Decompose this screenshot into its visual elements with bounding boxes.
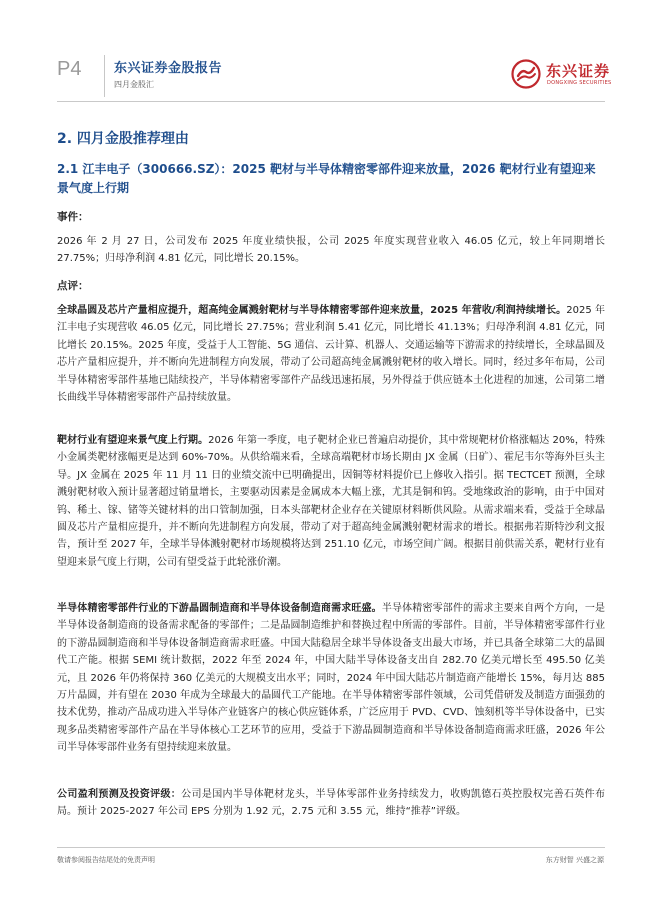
footer-rule [57, 847, 605, 848]
logo-text-cn: 东兴证券 [546, 62, 611, 80]
paragraph-2 [57, 432, 605, 571]
event-text: 2026 年 2 月 27 日，公司发布 2025 年度业绩快报，公司 2025 年度实现营业收入 46.05 亿元，较上年同期增长 27.75%；归母净利润 4.81 亿元，同比增长 20.15%。 [57, 236, 605, 265]
report-title: 东兴证券金股报告 [114, 61, 223, 76]
subsection-title: 2.1 江丰电子（300666.SZ）：2025 靶材与半导体精密零部件迎来放量，2026 靶材行业有望迎来景气度上行期 [57, 162, 596, 195]
paragraph-1-body: 2025 年江丰电子实现营收 46.05 亿元，同比增长 27.75%；营业利润 5.41 亿元，同比增长 41.13%；归母净利润 4.81 亿元，同比增长 20.15%。2025 年度，受益于人工智能、5G 通信、云计算、机器人、交通运输等下游需求的持续增长，全球晶圆及芯片产量相应提升，并不断向先进制程方向发展，带动了公司超高纯金属溅射靶材的收入增长。同时，经过多年布局，公司半导体精密零部件基地已陆续投产，半导体精密零部件产品线迅速拓展，另外得益于供应链本土化进程的加速，公司第二增长曲线半导体精密零部件产品持续放量。 [57, 305, 605, 404]
paragraph-1-lead: 全球晶圆及芯片产量相应提升，超高纯金属溅射靶材与半导体精密零部件迎来放量，2025 年营收/利润持续增长。 [57, 305, 567, 316]
paragraph-4 [57, 786, 605, 821]
event-label: 事件： [57, 211, 89, 223]
paragraph-4-body: 公司是国内半导体靶材龙头，半导体零部件业务持续发力，收购凯德石英控股权完善石英件布局。预计 2025-2027 年公司 EPS 分别为 1.92 元，2.75 元和 3.55 元，维持“推荐”评级。 [57, 789, 606, 818]
paragraph-1 [57, 302, 605, 406]
logo-text-en: DONGXING SECURITIES [547, 80, 612, 86]
logo-emblem-icon [511, 59, 541, 89]
comment-label: 点评： [57, 280, 89, 292]
paragraph-2-body: 2026 年第一季度，电子靶材企业已普遍启动提价，其中常规靶材价格涨幅达 20%，特殊小金属类靶材涨幅更是达到 60%-70%。从供给端来看，全球高端靶材市场长期由 JX 金属（日矿）、霍尼韦尔等海外巨头主导。JX 金属在 2025 年 11 月 11 日的业绩交流中已明确提出，因铜等材料提价已上修收入指引。据 TECTCET 预测，全球溅射靶材收入预计显著超过销量增长，主要驱动因素是金属成本大幅上涨，尤其是铜和钨。受地缘政治的影响，由于中国对钨、稀土、镓、锗等关键材料的出口管制加强，日本头部靶材企业存在关键原材料断供风险。从需求端来看，受益于全球晶圆及芯片产量相应提升，并不断向先进制程方向发展，带动了对于超高纯金属溅射靶材需求的增长。根据弗若斯特沙利文报告，预计至 2027 年，全球半导体溅射靶材市场规模将达到 251.10 亿元，市场空间广阔。根据目前供需关系，靶材行业有望迎来景气度上行期，公司有望受益于此轮涨价潮。 [57, 435, 605, 568]
header-rule [57, 101, 605, 102]
paragraph-3 [57, 600, 605, 757]
page-number: P4 [57, 58, 82, 80]
paragraph-3-lead: 半导体精密零部件行业的下游晶圆制造商和半导体设备制造商需求旺盛。 [57, 603, 382, 614]
section-title: 2. 四月金股推荐理由 [57, 131, 189, 147]
report-subtitle: 四月金股汇 [114, 80, 154, 89]
company-logo [511, 58, 612, 90]
footer-slogan: 东方财智 兴盛之源 [545, 856, 604, 864]
header-divider [104, 55, 105, 97]
paragraph-2-lead: 靶材行业有望迎来景气度上行期。 [57, 435, 209, 446]
paragraph-3-body: 半导体精密零部件的需求主要来自两个方向，一是半导体设备制造商的设备需求配备的零部件；二是晶圆制造维护和替换过程中所需的零部件。目前，半导体精密零部件行业的下游晶圆制造商和半导体设备制造商需求旺盛。中国大陆稳居全球半导体设备支出最大市场，并已具备全球第二大的晶圆代工产能。根据 SEMI 统计数据，2022 年至 2024 年，中国大陆半导体设备支出自 282.70 亿美元增长至 495.50 亿美元，且 2026 年仍将保持 360 亿美元的大规模支出水平；同时，2024 年中国大陆芯片制造商产能增长 15%，每月达 885 万片晶圆，并有望在 2030 年成为全球最大的晶圆代工产能地。在半导体精密零部件领域，公司凭借研发及制造方面强劲的技术优势，推动产品成功进入半导体产业链客户的核心供应链体系，广泛应用于 PVD、CVD、蚀刻机等半导体设备中，已实现多品类精密零部件产品在半导体核心工艺环节的应用，受益于下游晶圆制造商和半导体设备制造商需求旺盛，2026 年公司半导体零部件业务有望持续迎来放量。 [57, 603, 606, 754]
footer-disclaimer: 敬请参阅报告结尾处的免责声明 [57, 856, 155, 864]
paragraph-4-lead: 公司盈利预测及投资评级： [57, 789, 182, 800]
